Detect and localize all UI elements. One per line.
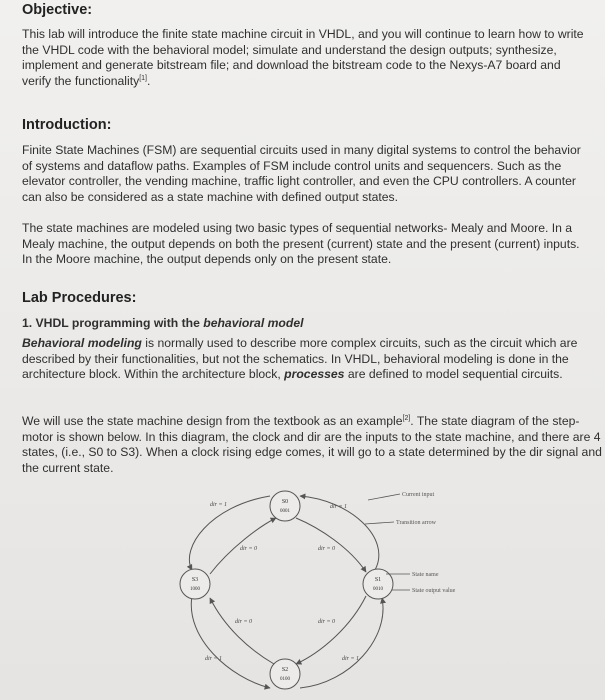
annotation-transition-arrow: Transition arrow <box>396 520 436 526</box>
introduction-body <box>22 143 592 205</box>
example-citation: [2] <box>402 414 411 422</box>
introduction-section <box>22 117 600 133</box>
edge-s3-s2 <box>191 596 270 688</box>
edge-s0-s1 <box>296 518 366 572</box>
behavioral-paragraph <box>22 336 597 383</box>
annotation-current-input: Current input <box>402 492 435 498</box>
procedures-heading: Lab Procedures: <box>22 290 137 306</box>
state-s1-name: S1 <box>374 577 382 583</box>
objective-body <box>22 27 587 89</box>
section-title-italic: behavioral model <box>203 316 304 330</box>
section-title <box>22 316 600 332</box>
state-s3-name: S3 <box>191 577 199 583</box>
state-s3 <box>180 569 210 599</box>
introduction-paragraph-1: Finite State Machines (FSM) are sequential circuits used in many digital systems to control the behavior of systems and dataflow paths. Examples of FSM include control units and sequencers. Such as the elevator controller, the vending machine, traffic light controller, and even the CPU controllers. A counter can also be considered as a state machine with defined output states. <box>22 143 581 204</box>
state-s0-output: 0001 <box>280 509 290 514</box>
annotation-state-output: State output value <box>412 588 456 594</box>
introduction-body-2 <box>22 221 592 268</box>
edge-label-s1-s0: dir = 1 <box>330 504 348 510</box>
example-text-a: We will use the state machine design from the textbook as an example <box>22 414 403 428</box>
edge-s1-s2 <box>296 596 366 664</box>
edge-label-s3-s0: dir = 0 <box>240 546 258 552</box>
behavioral-text-b: are defined to model sequential circuits. <box>344 367 563 382</box>
objective-heading: Objective: <box>22 2 93 18</box>
procedures-section <box>22 290 600 306</box>
current-input-pointer <box>368 494 400 500</box>
processes-term: processes <box>284 367 345 382</box>
objective-end: . <box>147 73 151 88</box>
edge-label-s3-s2: dir = 0 <box>235 619 253 625</box>
example-text-b: . The state diagram of the step-motor is shown below. In this diagram, the clock and dir are the inputs to the state machine, and there are 4 states, (i.e., S0 to S3). When a clock rising edge comes, it will go to a state determined by the dir signal and the current state. <box>22 414 602 475</box>
edge-s2-s3 <box>210 598 274 664</box>
edge-label-s2-s3: dir = 1 <box>205 656 223 662</box>
procedures-body-2 <box>22 414 602 476</box>
introduction-paragraph-2: The state machines are modeled using two basic types of sequential networks- Mealy and Moore. In a Mealy machine, the output depends on both the present (current) state and the present (current) inputs. In the Moore machine, the output depends only on the present state. <box>22 221 580 267</box>
state-s1-output: 0010 <box>373 587 383 592</box>
state-s1 <box>363 569 393 599</box>
state-s2-name: S2 <box>281 667 289 673</box>
objective-section <box>22 2 600 18</box>
state-s2 <box>270 659 300 689</box>
example-paragraph <box>22 414 602 476</box>
state-diagram <box>170 478 470 700</box>
objective-citation: [1] <box>139 74 147 82</box>
section-title-prefix: 1. VHDL programming with the <box>22 316 204 330</box>
state-s3-output: 1000 <box>190 587 200 592</box>
edge-s2-s1 <box>300 598 383 688</box>
introduction-heading: Introduction: <box>22 117 112 133</box>
behavioral-term: Behavioral modeling <box>22 336 142 350</box>
state-s0 <box>270 491 300 521</box>
procedures-body-1 <box>22 336 597 383</box>
annotation-state-name: State name <box>412 572 439 578</box>
objective-paragraph <box>22 27 587 89</box>
procedures-subsection <box>22 316 600 332</box>
edge-label-s1-s2: dir = 0 <box>318 619 336 625</box>
behavioral-text-a: is normally used to describe more complex circuits, such as the circuit which are described by their functionalities, but not the schematics. In VHDL, behavioral modeling is done in the architecture block. Within the architecture block, <box>22 336 578 382</box>
state-s0-name: S0 <box>281 499 289 505</box>
edge-label-s0-s3: dir = 1 <box>210 502 228 508</box>
objective-text: This lab will introduce the finite state machine circuit in VHDL, and you will continue to learn how to write the VHDL code with the behavioral model; simulate and understand the design outputs; synthesize, implement and generate bitstream file; and download the bitstream code to the Nexys-A7 board and verify the functionality <box>22 27 584 88</box>
edge-s0-s3 <box>189 496 270 570</box>
transition-arrow-pointer <box>365 522 394 524</box>
edge-label-s0-s1: dir = 0 <box>318 546 336 552</box>
edge-label-s2-s1: dir = 1 <box>342 656 360 662</box>
state-s2-output: 0100 <box>280 677 290 682</box>
